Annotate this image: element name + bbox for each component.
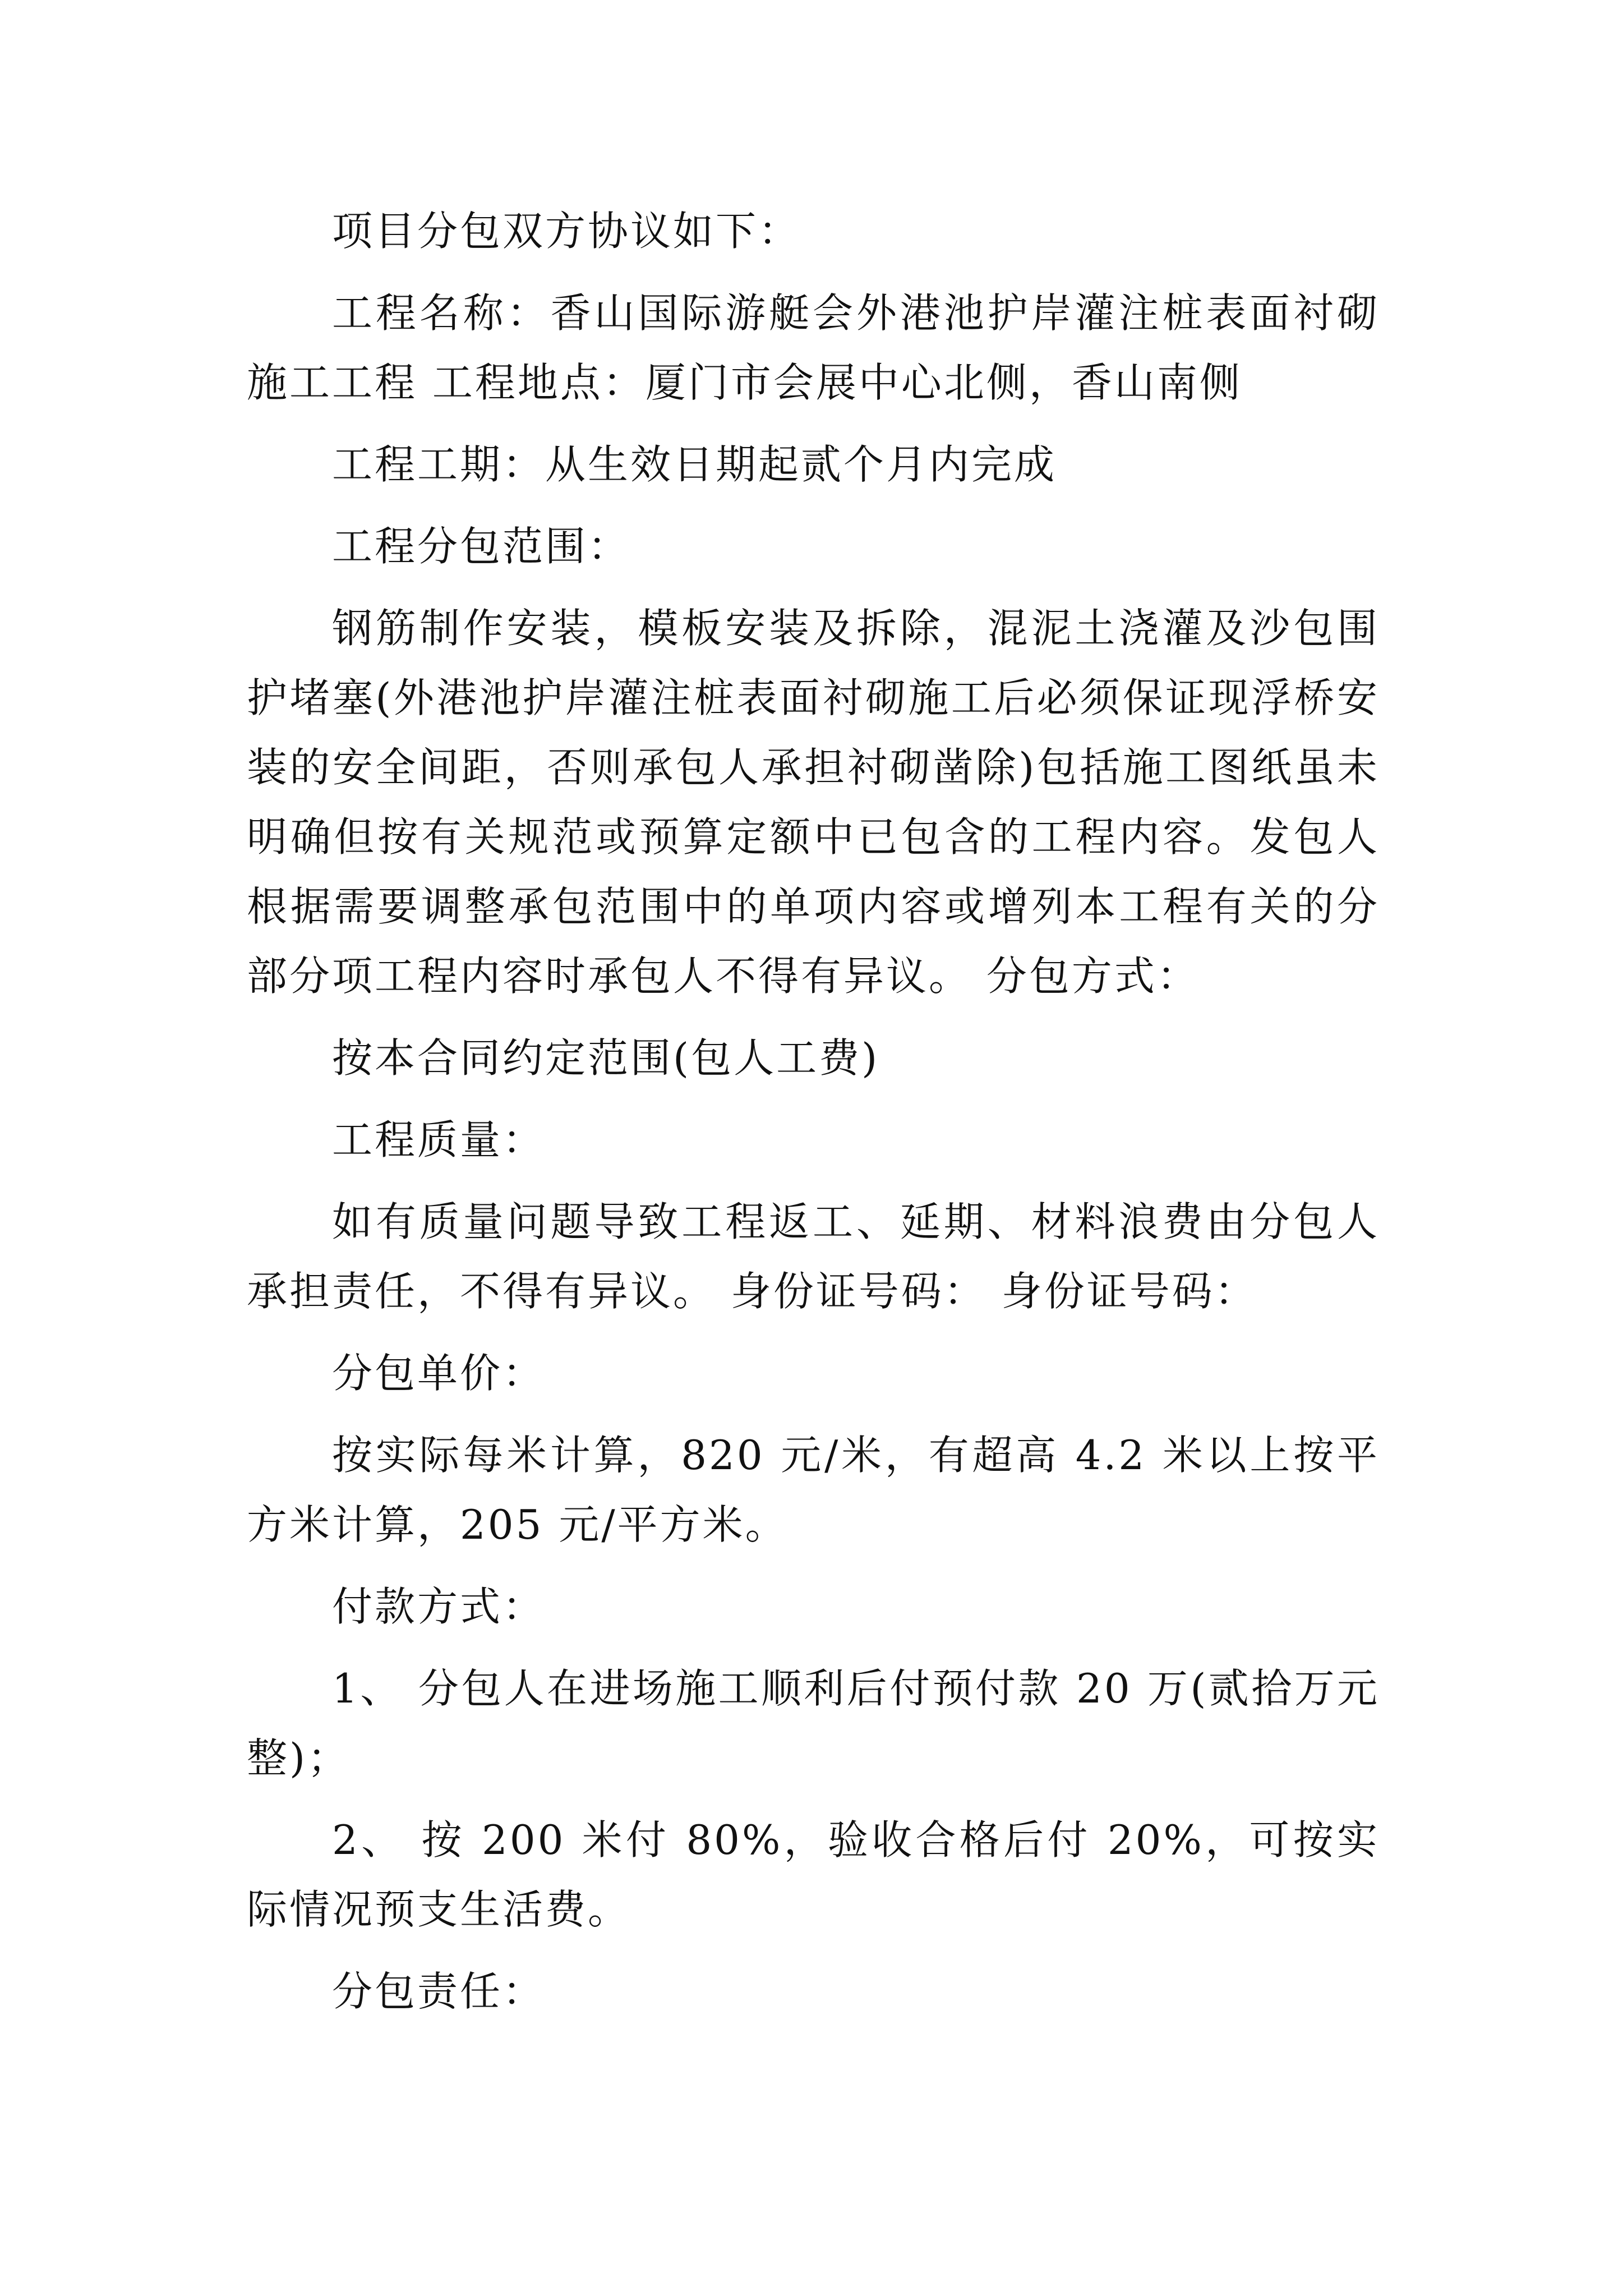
paragraph-quality: 如有质量问题导致工程返工、延期、材料浪费由分包人承担责任，不得有异议。 身份证号码： 身份证号码： <box>247 1198 1380 1315</box>
paragraph-unit-price: 按实际每米计算，820 元/米，有超高 4.2 米以上按平方米计算，205 元/平方米。 <box>247 1432 1380 1548</box>
heading-responsibility: 分包责任： <box>332 1968 546 2015</box>
paragraph-project-name: 工程名称：香山国际游艇会外港池护岸灌注桩表面衬砌施工工程 工程地点：厦门市会展中心北侧，香山南侧 <box>247 289 1380 406</box>
paragraph-intro: 项目分包双方协议如下： <box>332 208 801 255</box>
paragraph-duration: 工程工期：从生效日期起贰个月内完成 <box>332 441 1057 488</box>
heading-unit-price: 分包单价： <box>332 1350 546 1397</box>
heading-scope: 工程分包范围： <box>332 523 631 570</box>
paragraph-method: 按本合同约定范围(包人工费) <box>332 1034 880 1082</box>
paragraph-payment-1: 1、 分包人在进场施工顺利后付预付款 20 万(贰拾万元整)； <box>247 1665 1380 1782</box>
paragraph-payment-2: 2、 按 200 米付 80%，验收合格后付 20%，可按实际情况预支生活费。 <box>247 1816 1380 1933</box>
heading-quality: 工程质量： <box>332 1116 546 1163</box>
document-body <box>247 196 1380 2039</box>
heading-payment: 付款方式： <box>332 1583 546 1630</box>
paragraph-scope: 钢筋制作安装，模板安装及拆除，混泥土浇灌及沙包围护堵塞(外港池护岸灌注桩表面衬砌施工后必须保证现浮桥安装的安全间距，否则承包人承担衬砌凿除)包括施工图纸虽未明确但按有关规范或预算定额中已包含的工程内容。发包人根据需要调整承包范围中的单项内容或增列本工程有关的分部分项工程内容时承包人不得有异议。 分包方式： <box>247 605 1380 1000</box>
